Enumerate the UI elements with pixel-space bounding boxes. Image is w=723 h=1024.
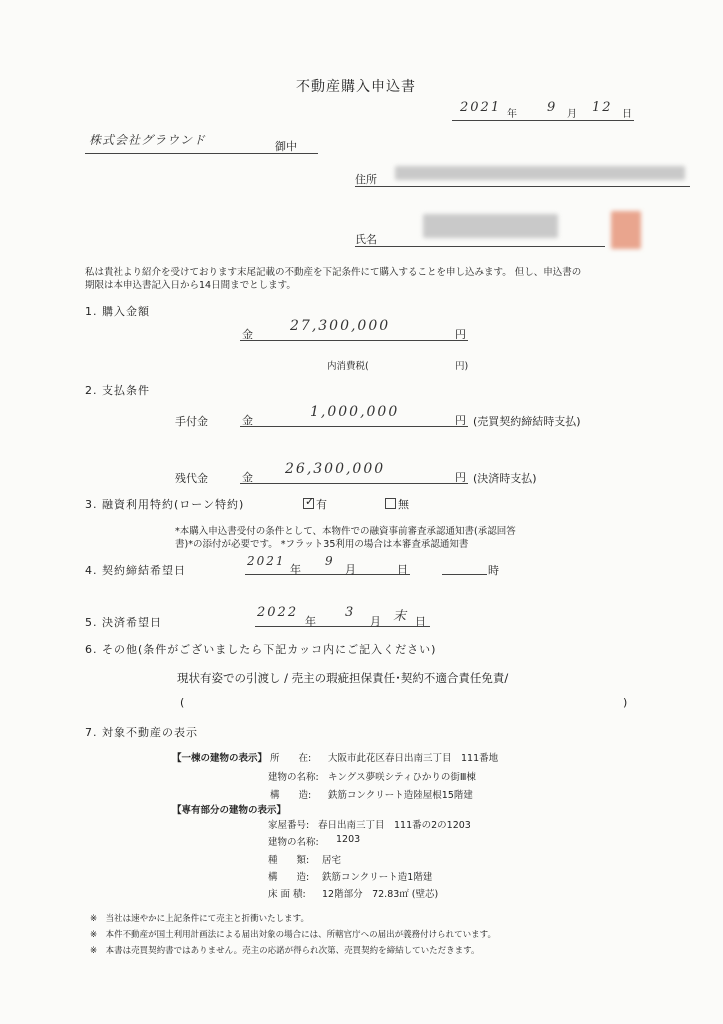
deposit-yen: 円	[455, 414, 466, 427]
date-year: 2021	[460, 100, 502, 115]
location-value: 大阪市此花区春日出南三丁目 111番地	[328, 753, 499, 764]
footnote-3: ※ 本書は売買契約書ではありません。売主の応諾が得られ次第、売買契約を締結していただきます。	[90, 946, 480, 956]
building-header: 【一棟の建物の表示】	[172, 753, 268, 764]
recipient-name: 株式会社グラウンド	[89, 133, 207, 147]
other-open-paren: (	[180, 696, 185, 709]
unit-structure-label: 構 造:	[268, 872, 310, 883]
floor-area-label: 床 面 積:	[268, 889, 306, 900]
contract-year: 2021	[247, 554, 286, 568]
unit-header: 【専有部分の建物の表示】	[172, 805, 287, 816]
balance-currency: 金	[242, 471, 253, 484]
deposit-amount: 1,000,000	[310, 404, 400, 420]
settlement-month: 3	[345, 605, 356, 620]
structure-label: 構 造:	[270, 790, 312, 801]
settlement-year: 2022	[257, 605, 299, 620]
structure-value: 鉄筋コンクリート造陸屋根15階建	[328, 790, 473, 801]
contract-month-unit: 月	[345, 563, 356, 576]
footnote-1: ※ 当社は速やかに上記条件にて売主と折衝いたします。	[90, 914, 309, 924]
option-yes-label: 有	[316, 498, 327, 511]
intro-line-1: 私は貴社より紹介を受けております末尾記載の不動産を下記条件にて購入することを申し込みます。 但し、申込書の	[85, 267, 582, 278]
unit-name-value: 1203	[336, 834, 361, 845]
section-6-heading: 6. その他(条件がございましたら下記カッコ内にご記入ください)	[85, 643, 437, 656]
document-title: 不動産購入申込書	[296, 79, 416, 95]
name-label: 氏名	[355, 233, 377, 246]
house-no-value: 春日出南三丁目 111番の2の1203	[318, 820, 471, 831]
loan-option-no[interactable]	[385, 496, 409, 512]
footnote-2: ※ 本件不動産が国土利用計画法による届出対象の場合には、所轄官庁への届出が義務付けられています。	[90, 930, 496, 940]
unit-name-label: 建物の名称:	[268, 837, 319, 848]
section-5-heading: 5. 決済希望日	[85, 616, 162, 629]
settlement-year-unit: 年	[305, 615, 316, 628]
address-line	[355, 160, 690, 187]
deposit-currency: 金	[242, 414, 253, 427]
redacted-seal	[611, 211, 641, 249]
application-date	[452, 100, 634, 121]
redacted-address	[395, 166, 685, 180]
other-conditions-text: 現状有姿での引渡し / 売主の瑕疵担保責任･契約不適合責任免責/	[177, 671, 509, 685]
unit-structure-value: 鉄筋コンクリート造1階建	[322, 872, 433, 883]
building-name-label: 建物の名称:	[268, 772, 319, 783]
checkbox-no[interactable]	[385, 498, 396, 509]
settlement-date-line	[255, 606, 430, 627]
option-no-label: 無	[398, 498, 409, 511]
purchase-yen: 円	[455, 328, 466, 341]
purchase-currency: 金	[242, 328, 253, 341]
redacted-name	[423, 214, 558, 238]
recipient-honorific: 御中	[275, 140, 297, 153]
building-name-value: キングス夢咲シティひかりの街Ⅲ棟	[328, 772, 476, 783]
location-label: 所 在:	[270, 753, 312, 764]
other-close-paren: )	[623, 696, 628, 709]
section-2-heading: 2. 支払条件	[85, 384, 150, 397]
type-label: 種 類:	[268, 855, 310, 866]
settlement-month-unit: 月	[370, 615, 381, 628]
date-month: 9	[547, 100, 558, 115]
section-7-heading: 7. 対象不動産の表示	[85, 726, 198, 739]
name-line	[355, 222, 605, 247]
floor-area-value: 12階部分 72.83㎡ (壁芯)	[322, 889, 439, 900]
tax-yen: 円)	[455, 361, 469, 372]
balance-amount: 26,300,000	[285, 461, 386, 477]
intro-line-2: 期限は本申込書記入日から14日間までとします。	[85, 280, 296, 291]
loan-note-2: 書)*の添付が必要です。 *フラット35利用の場合は本審査承認通知書	[175, 539, 469, 550]
checkmark-icon: ✓	[305, 495, 315, 508]
balance-yen: 円	[455, 471, 466, 484]
date-month-unit: 月	[567, 109, 577, 120]
deposit-note: (売買契約締結時支払)	[473, 415, 581, 428]
date-year-unit: 年	[507, 109, 517, 120]
contract-date-line	[245, 556, 410, 575]
balance-note: (決済時支払)	[473, 472, 537, 485]
tax-label: 内消費税(	[327, 361, 369, 372]
contract-hour-unit: 時	[488, 564, 499, 577]
purchase-amount: 27,300,000	[290, 318, 391, 334]
contract-day-unit: 日	[397, 563, 408, 576]
address-label: 住所	[355, 173, 377, 186]
balance-label: 残代金	[175, 472, 208, 485]
section-3-heading: 3. 融資利用特約(ローン特約)	[85, 498, 245, 511]
section-1-heading: 1. 購入金額	[85, 305, 150, 318]
date-day: 12	[592, 100, 613, 115]
purchase-price-line	[240, 320, 468, 341]
balance-line	[240, 463, 468, 484]
checkbox-yes[interactable]	[303, 495, 315, 509]
contract-month: 9	[325, 554, 335, 568]
contract-year-unit: 年	[290, 563, 301, 576]
loan-option-yes[interactable]	[303, 496, 327, 512]
settlement-day-unit: 日	[415, 615, 426, 628]
date-day-unit: 日	[622, 109, 632, 120]
settlement-day: 末	[393, 609, 409, 624]
deposit-label: 手付金	[175, 415, 208, 428]
house-no-label: 家屋番号:	[268, 820, 310, 831]
deposit-line	[240, 406, 468, 427]
recipient-line	[85, 131, 318, 154]
loan-note-1: *本購入申込書受付の条件として、本物件での融資事前審査承認通知書(承認回答	[175, 526, 516, 537]
section-4-heading: 4. 契約締結希望日	[85, 564, 186, 577]
contract-hour-line	[442, 556, 487, 575]
type-value: 居宅	[322, 855, 342, 866]
